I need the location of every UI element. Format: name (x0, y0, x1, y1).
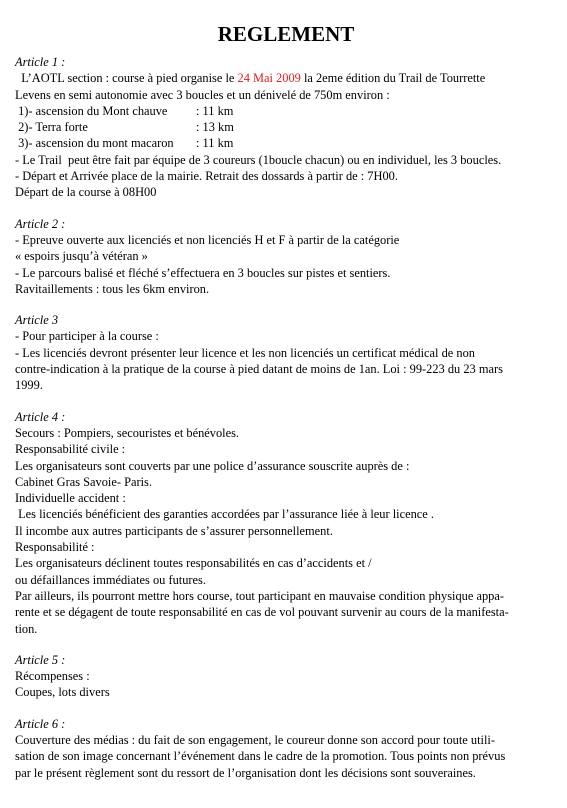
loop-name: 2)- Terra forte (15, 120, 88, 135)
article-4-line-7: Il incombe aux autres participants de s’assurer personnellement. (15, 523, 333, 538)
article-5-line-2: Coupes, lots divers (15, 685, 110, 700)
loop-distance: : 11 km (196, 136, 234, 151)
article-3-line-3: contre-indication à la pratique de la course à pied datant de moins de 1an. Loi : 99-223 du 23 mars (15, 362, 503, 377)
article-4-line-1: Secours : Pompiers, secouristes et bénévoles. (15, 425, 240, 440)
loop-name: 1)- ascension du Mont chauve (15, 103, 168, 118)
page-title: REGLEMENT (217, 22, 355, 46)
article-4-line-12: rente et se dégagent de toute responsabilité en cas de vol pouvant survenir au cours de la manifesta- (15, 605, 509, 620)
article-1-line-2: Levens en semi autonomie avec 3 boucles et un dénivelé de 750m environ : (15, 87, 390, 102)
article-1 (15, 54, 557, 201)
article-4-line-3: Les organisateurs sont couverts par une police d’assurance souscrite auprès de : (15, 458, 410, 473)
article-2-line-3: - Le parcours balisé et fléché s’effectuera en 3 boucles sur pistes et sentiers. (15, 265, 391, 280)
article-1-line-5: Départ de la course à 08H00 (15, 185, 157, 200)
article-1-heading: Article 1 : (15, 55, 66, 69)
article-4-line-9: Les organisateurs déclinent toutes responsabilités en cas d’accidents et / (15, 556, 372, 571)
article-3-line-4: 1999. (15, 378, 43, 393)
article-2 (15, 216, 557, 297)
article-2-heading: Article 2 : (15, 216, 66, 231)
article-6-heading: Article 6 : (15, 716, 66, 731)
event-date: 24 Mai 2009 (237, 71, 301, 86)
article-6-line-3: par le présent règlement sont du ressort de l’organisation dont les décisions sont souveraines. (15, 765, 476, 780)
article-4-heading: Article 4 : (15, 409, 66, 424)
article-5-line-1: Récompenses : (15, 669, 90, 684)
article-1-line-1-end: la 2eme édition du Trail de Tourrette (300, 71, 486, 86)
article-2-line-4: Ravitaillements : tous les 6km environ. (15, 281, 210, 296)
article-4 (15, 409, 557, 637)
article-3 (15, 312, 557, 393)
article-6-line-2: sation de son image concernant l’événement dans le cadre de la promotion. Tous points non prévus (15, 749, 506, 764)
article-5-heading: Article 5 : (15, 652, 66, 667)
loop-row-1 (15, 103, 557, 119)
article-3-line-1: - Pour participer à la course : (15, 329, 159, 344)
article-4-line-6: Les licenciés bénéficient des garanties accordées par l’assurance liée à leur licence . (15, 507, 434, 522)
article-2-line-2: « espoirs jusqu’à vétéran » (15, 249, 148, 264)
article-6-line-1: Couverture des médias : du fait de son engagement, le coureur donne son accord pour toute utili- (15, 732, 495, 747)
article-5 (15, 652, 557, 701)
article-2-line-1: - Epreuve ouverte aux licenciés et non licenciés H et F à partir de la catégorie (15, 232, 400, 247)
loop-name: 3)- ascension du mont macaron (15, 136, 174, 151)
article-1-line-3: - Le Trail peut être fait par équipe de 3 coureurs (1boucle chacun) ou en individuel, les 3 boucles. (15, 152, 502, 167)
article-6 (15, 716, 557, 781)
article-3-line-2: - Les licenciés devront présenter leur licence et les non licenciés un certificat médical de non (15, 345, 475, 360)
article-4-line-8: Responsabilité : (15, 540, 95, 555)
loop-distance: : 13 km (196, 120, 234, 135)
article-4-line-11: Par ailleurs, ils pourront mettre hors course, tout participant en mauvaise condition physique appa- (15, 588, 504, 603)
article-4-line-2: Responsabilité civile : (15, 442, 126, 457)
article-4-line-4: Cabinet Gras Savoie- Paris. (15, 474, 152, 489)
article-1-line-4: - Départ et Arrivée place de la mairie. Retrait des dossards à partir de : 7H00. (15, 169, 398, 184)
article-4-line-10: ou défaillances immédiates ou futures. (15, 572, 206, 587)
loop-distance: : 11 km (196, 103, 234, 118)
article-1-line-1-start: L’AOTL section : course à pied organise le (15, 71, 238, 86)
article-4-line-5: Individuelle accident : (15, 491, 126, 506)
article-3-heading: Article 3 (15, 313, 59, 328)
loop-row-2 (15, 119, 557, 135)
article-1-line-1 (15, 70, 557, 86)
article-4-line-13: tion. (15, 621, 38, 636)
loop-row-3 (15, 135, 557, 151)
